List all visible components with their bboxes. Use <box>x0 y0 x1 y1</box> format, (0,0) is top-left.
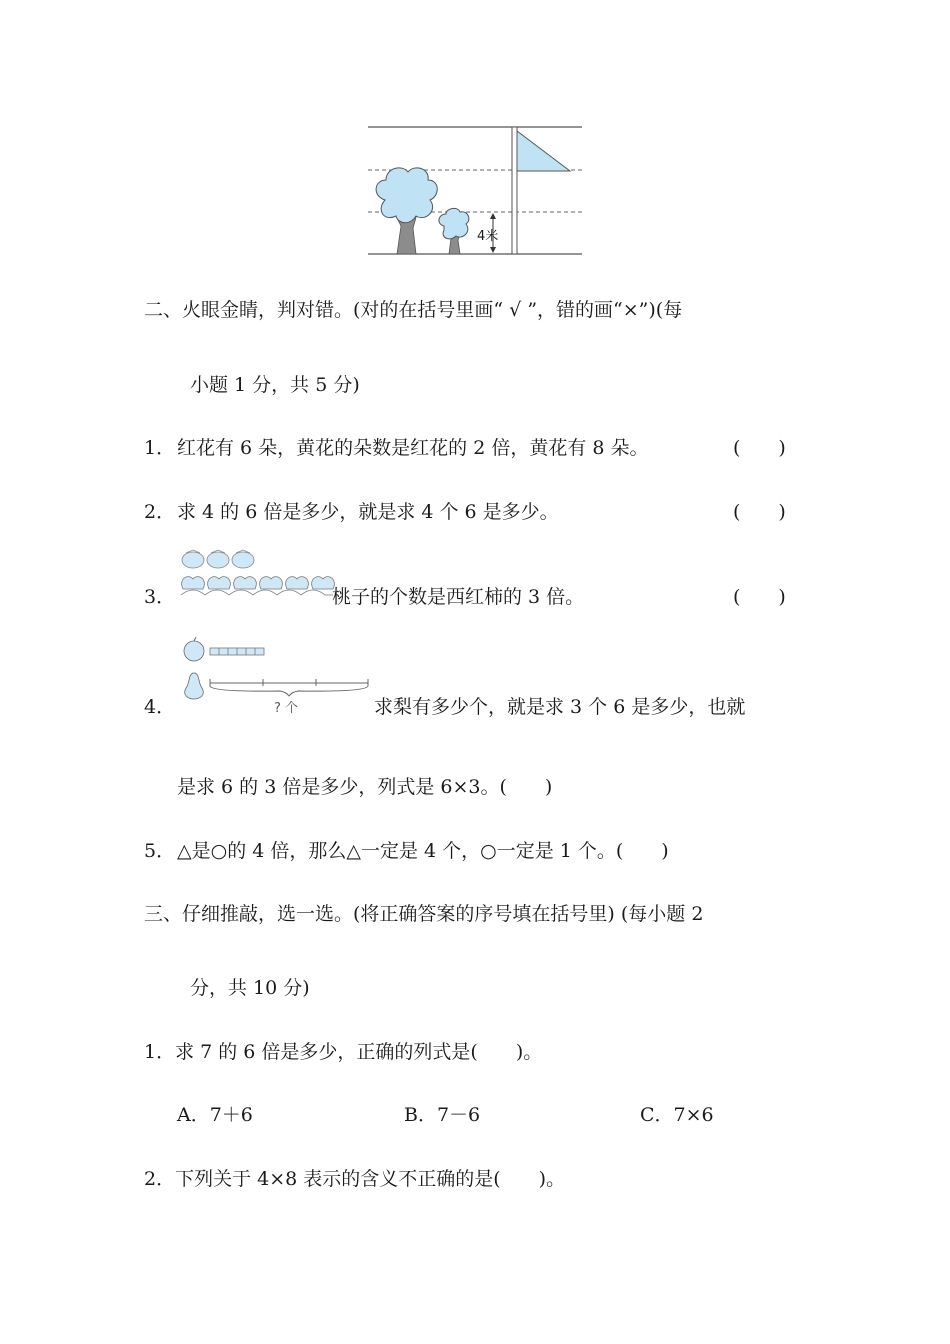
item2-answer-paren[interactable]: ( ) <box>733 501 786 523</box>
small-tree-icon <box>439 208 469 254</box>
pear-icon <box>185 673 204 699</box>
item4-num: 4． <box>144 696 176 718</box>
height-label: 4米 <box>477 229 499 244</box>
tomatoes-icon <box>182 550 254 568</box>
section3-heading-line2: 分，共 10 分) <box>190 977 310 999</box>
item4-text-line2: 是求 6 的 3 倍是多少，列式是 6×3。( ) <box>177 776 553 798</box>
q1-option-c[interactable]: C．7×6 <box>640 1104 714 1126</box>
item5-num: 5． <box>144 840 176 862</box>
section2-heading-line2: 小题 1 分，共 5 分) <box>190 374 360 396</box>
q1-text: 1．求 7 的 6 倍是多少，正确的列式是( )。 <box>144 1041 543 1063</box>
item1-num: 1． <box>144 437 176 459</box>
item3-answer-paren[interactable]: ( ) <box>733 586 786 608</box>
item1-text: 红花有 6 朵，黄花的朵数是红花的 2 倍，黄花有 8 朵。 <box>177 437 649 459</box>
item5-text: △是○的 4 倍，那么△一定是 4 个，○一定是 1 个。( ) <box>177 840 669 862</box>
item4-figure-label: ? 个 <box>274 701 299 716</box>
item4-text: 求梨有多少个，就是求 3 个 6 是多少，也就 <box>374 696 746 718</box>
section3-heading-line1: 三、仔细推敲，选一选。(将正确答案的序号填在括号里) (每小题 2 <box>144 903 704 925</box>
pear-segment-line <box>210 679 368 696</box>
item1-answer-paren[interactable]: ( ) <box>733 437 786 459</box>
item3-num: 3． <box>144 586 176 608</box>
flag-icon <box>512 127 570 254</box>
big-tree-icon <box>376 168 437 254</box>
item3-text: 桃子的个数是西红柿的 3 倍。 <box>332 586 585 608</box>
top-figure <box>0 0 950 270</box>
peaches-icon <box>181 577 334 595</box>
section2-heading-line1: 二、火眼金睛，判对错。(对的在括号里画“ √ ”，错的画“×”)(每 <box>144 299 683 321</box>
q1-option-b[interactable]: B．7－6 <box>404 1104 481 1126</box>
item2-text: 求 4 的 6 倍是多少，就是求 4 个 6 是多少。 <box>177 501 559 523</box>
q1-option-a[interactable]: A．7＋6 <box>177 1104 253 1126</box>
apple-icon <box>184 637 204 661</box>
apple-segment-bar <box>210 648 264 655</box>
item2-num: 2． <box>144 501 176 523</box>
q2-text: 2．下列关于 4×8 表示的含义不正确的是( )。 <box>144 1168 566 1190</box>
